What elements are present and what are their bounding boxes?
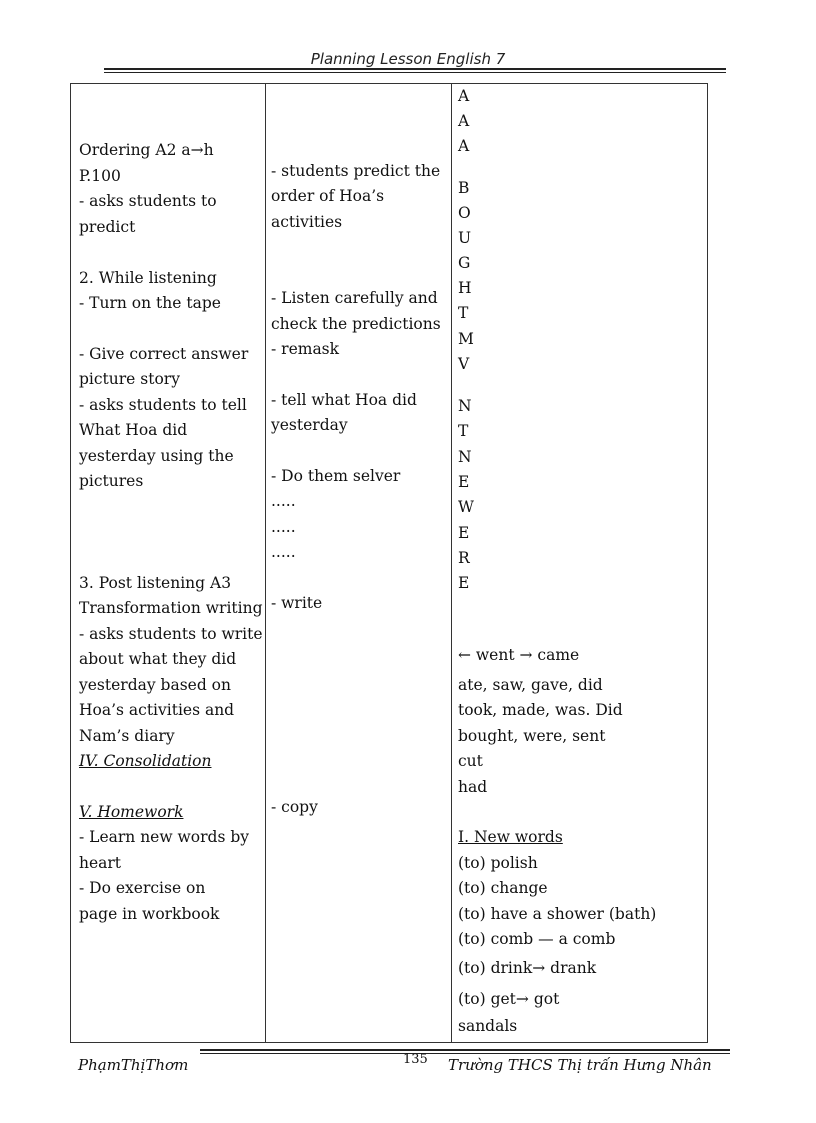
student-line: - Do them selver xyxy=(271,467,401,485)
answer-letter: N xyxy=(458,397,472,415)
student-line: check the predictions xyxy=(271,315,441,333)
teacher-line: - Learn new words by xyxy=(79,828,250,846)
teacher-line: - asks students to tell xyxy=(79,396,247,414)
vocab-item: (to) have a shower (bath) xyxy=(458,905,657,923)
footer-school: Trường THCS Thị trấn Hưng Nhân xyxy=(448,1056,712,1074)
student-line: yesterday xyxy=(271,416,348,434)
answer-letter: V xyxy=(458,355,470,373)
teacher-line: yesterday based on xyxy=(79,676,231,694)
teacher-line: page in workbook xyxy=(79,905,220,923)
vocab-item: (to) drink→ drank xyxy=(458,959,597,977)
vocab-item: (to) get→ got xyxy=(458,990,560,1008)
vocab-item: (to) polish xyxy=(458,854,538,872)
answer-letter: W xyxy=(458,498,474,516)
student-line: - remask xyxy=(271,340,340,358)
student-line: activities xyxy=(271,213,343,231)
section-heading-homework: V. Homework xyxy=(79,803,184,821)
vocab-item: (to) comb — a comb xyxy=(458,930,616,948)
answer-letter: T xyxy=(458,304,469,322)
answer-letter: A xyxy=(458,137,470,155)
verb-forms-line: ← went → came xyxy=(458,646,580,664)
answer-letter: B xyxy=(458,179,470,197)
teacher-line: P.100 xyxy=(79,167,121,185)
student-line: - Listen carefully and xyxy=(271,289,438,307)
answer-letter: E xyxy=(458,524,470,542)
vocab-item: (to) change xyxy=(458,879,548,897)
teacher-line: Hoa’s activities and xyxy=(79,701,235,719)
verb-forms-line: took, made, was. Did xyxy=(458,701,623,719)
section-heading-consolidation: IV. Consolidation xyxy=(79,752,212,770)
column-divider xyxy=(451,84,452,1042)
teacher-line: - asks students to write xyxy=(79,625,263,643)
footer-rule xyxy=(200,1049,730,1051)
student-line: - students predict the xyxy=(271,162,441,180)
section-heading: 3. Post listening A3 xyxy=(79,574,232,592)
verb-forms-line: bought, were, sent xyxy=(458,727,606,745)
page-number: 135 xyxy=(403,1052,428,1067)
answer-letter: M xyxy=(458,330,474,348)
student-line: - write xyxy=(271,594,323,612)
teacher-line: Transformation writing xyxy=(79,599,263,617)
answer-letter: N xyxy=(458,448,472,466)
teacher-line: - Turn on the tape xyxy=(79,294,221,312)
header-rule xyxy=(104,68,726,70)
vocab-item: sandals xyxy=(458,1017,518,1035)
teacher-line: pictures xyxy=(79,472,144,490)
verb-forms-line: cut xyxy=(458,752,483,770)
footer-author: PhạmThịThơm xyxy=(78,1056,189,1074)
student-line: order of Hoa’s xyxy=(271,187,385,205)
answer-letter: E xyxy=(458,473,470,491)
header-rule-thin xyxy=(104,72,726,73)
column-divider xyxy=(265,84,266,1042)
answer-letter: H xyxy=(458,279,472,297)
teacher-line: heart xyxy=(79,854,122,872)
teacher-line: picture story xyxy=(79,370,180,388)
student-line: ..... xyxy=(271,518,296,536)
teacher-line: Nam’s diary xyxy=(79,727,175,745)
teacher-line: yesterday using the xyxy=(79,447,234,465)
teacher-line: - Give correct answer xyxy=(79,345,249,363)
footer-rule-thin xyxy=(200,1053,730,1054)
verb-forms-line: ate, saw, gave, did xyxy=(458,676,603,694)
verb-forms-line: had xyxy=(458,778,488,796)
teacher-line: - asks students to xyxy=(79,192,217,210)
teacher-line: predict xyxy=(79,218,136,236)
student-line: ..... xyxy=(271,492,296,510)
student-line: - copy xyxy=(271,798,318,816)
lesson-table xyxy=(70,83,708,1043)
student-line: - tell what Hoa did xyxy=(271,391,417,409)
section-heading: 2. While listening xyxy=(79,269,217,287)
new-words-heading: I. New words xyxy=(458,828,563,846)
answer-letter: A xyxy=(458,87,470,105)
teacher-line: What Hoa did xyxy=(79,421,188,439)
answer-letter: O xyxy=(458,204,471,222)
answer-letter: T xyxy=(458,422,469,440)
teacher-line: Ordering A2 a→h xyxy=(79,141,214,159)
answer-letter: R xyxy=(458,549,470,567)
page-header-title: Planning Lesson English 7 xyxy=(310,50,506,68)
answer-letter: A xyxy=(458,112,470,130)
teacher-line: about what they did xyxy=(79,650,237,668)
answer-letter: U xyxy=(458,229,472,247)
answer-letter: E xyxy=(458,574,470,592)
teacher-line: - Do exercise on xyxy=(79,879,206,897)
student-line: ..... xyxy=(271,543,296,561)
answer-letter: G xyxy=(458,254,471,272)
